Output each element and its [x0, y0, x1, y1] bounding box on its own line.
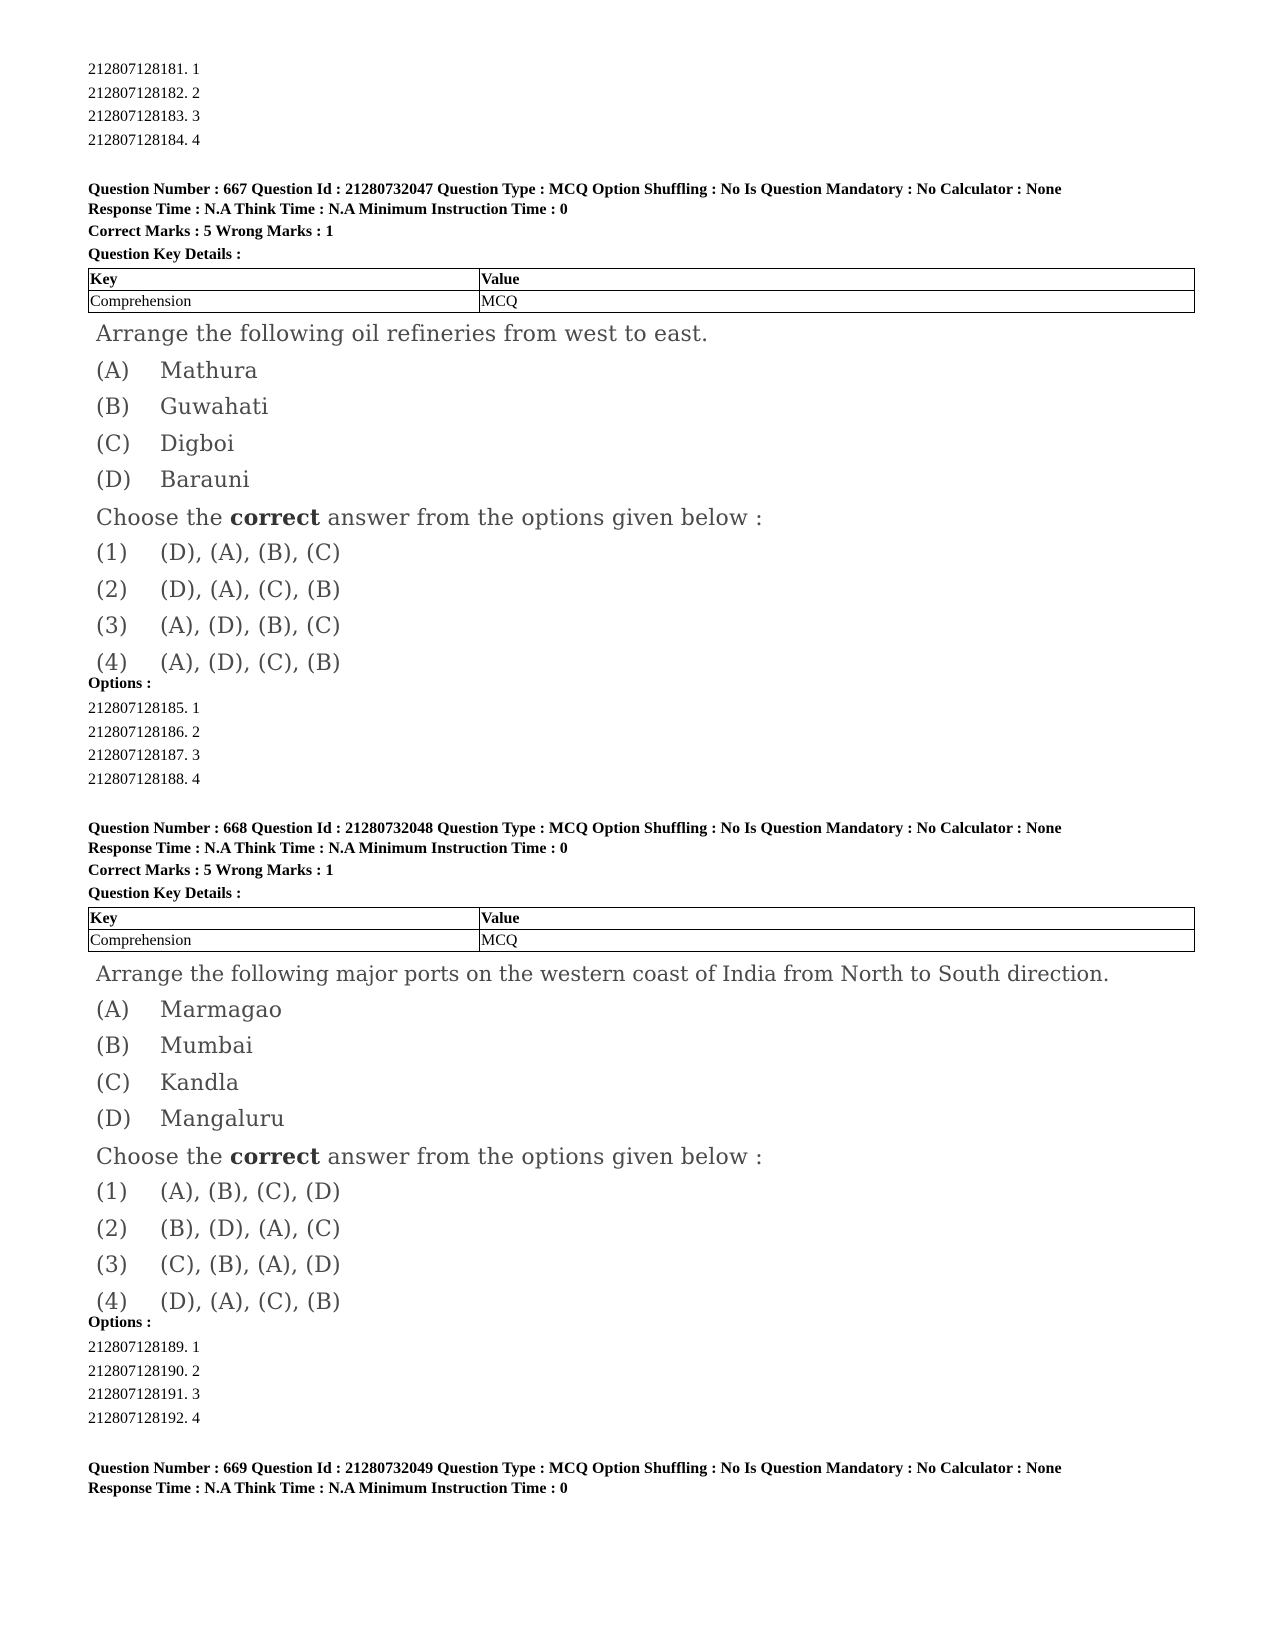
key-details-label: Question Key Details :	[88, 884, 242, 902]
response-time-line: Response Time : N.A Think Time : N.A Minimum Instruction Time : 0	[88, 1479, 568, 1497]
table-header-value: Value	[480, 908, 1195, 930]
answer-text: (D), (A), (B), (C)	[160, 541, 341, 566]
answer-text: (D), (A), (C), (B)	[160, 577, 341, 603]
option-line: 212807128183. 3	[88, 108, 200, 125]
answer-label: (4)	[96, 650, 128, 676]
option-line: 212807128190. 2	[88, 1362, 200, 1380]
item-text: Guwahati	[160, 395, 269, 420]
option-line: 212807128192. 4	[88, 1409, 200, 1427]
question-meta-line: Question Number : 668 Question Id : 21280732048 Question Type : MCQ Option Shuffling : No Is Question Mandatory : No Calculator : None	[88, 820, 1062, 837]
options-list	[88, 1336, 200, 1430]
table-cell-key: Comprehension	[89, 291, 480, 313]
answer-text: (A), (B), (C), (D)	[160, 1180, 341, 1205]
question-meta-line: Question Number : 667 Question Id : 21280732047 Question Type : MCQ Option Shuffling : No Is Question Mandatory : No Calculator : None	[88, 181, 1062, 198]
question-stem: Arrange the following major ports on the western coast of India from North to South direction.	[96, 962, 1110, 986]
table-cell-value: MCQ	[480, 291, 1195, 313]
list-item	[96, 1066, 1109, 1103]
answer-label: (2)	[96, 1216, 128, 1242]
item-label: (C)	[96, 1070, 131, 1096]
question-667-meta	[88, 180, 1198, 264]
question-key-table	[88, 907, 1195, 952]
table-cell-value: MCQ	[480, 930, 1195, 952]
choose-instruction: Choose the correct answer from the options given below :	[96, 504, 763, 531]
table-cell-key: Comprehension	[89, 930, 480, 952]
answer-text: (A), (D), (C), (B)	[160, 650, 341, 676]
item-label: (B)	[96, 395, 130, 420]
item-text: Digboi	[160, 431, 235, 457]
answer-choice	[96, 1248, 1109, 1285]
item-label: (C)	[96, 431, 131, 457]
marks-line: Correct Marks : 5 Wrong Marks : 1	[88, 223, 334, 240]
question-stem: Arrange the following oil refineries from west to east.	[96, 322, 709, 347]
item-text: Marmagao	[160, 997, 283, 1023]
answer-choice	[96, 1285, 1109, 1322]
options-label: Options :	[88, 1314, 152, 1331]
item-text: Barauni	[160, 468, 250, 493]
list-item	[96, 463, 763, 500]
table-header-value: Value	[480, 269, 1195, 291]
list-item	[96, 993, 1109, 1030]
item-text: Kandla	[160, 1070, 240, 1096]
option-line: 212807128181. 1	[88, 61, 200, 78]
question-669-meta	[88, 1459, 1198, 1498]
previous-options-list	[88, 58, 200, 152]
list-item	[96, 1029, 1109, 1066]
response-time-line: Response Time : N.A Think Time : N.A Minimum Instruction Time : 0	[88, 839, 568, 857]
options-label: Options :	[88, 675, 152, 692]
question-667-body	[96, 317, 763, 682]
answer-choice	[96, 536, 763, 573]
option-line: 212807128184. 4	[88, 131, 200, 149]
option-line: 212807128189. 1	[88, 1339, 200, 1356]
item-label: (B)	[96, 1034, 130, 1059]
answer-text: (A), (D), (B), (C)	[160, 614, 341, 639]
question-key-table	[88, 268, 1195, 313]
answer-text: (B), (D), (A), (C)	[160, 1216, 341, 1242]
item-text: Mathura	[160, 358, 258, 384]
question-668-meta	[88, 819, 1198, 903]
item-label: (A)	[96, 358, 130, 384]
answer-label: (4)	[96, 1289, 128, 1315]
item-text: Mumbai	[160, 1034, 253, 1059]
item-text: Mangaluru	[160, 1107, 285, 1132]
list-item	[96, 390, 763, 427]
option-line: 212807128186. 2	[88, 723, 200, 741]
list-item	[96, 427, 763, 464]
option-line: 212807128188. 4	[88, 770, 200, 788]
answer-label: (3)	[96, 1253, 128, 1278]
question-meta-line: Question Number : 669 Question Id : 21280732049 Question Type : MCQ Option Shuffling : No Is Question Mandatory : No Calculator : None	[88, 1460, 1062, 1477]
answer-label: (2)	[96, 577, 128, 603]
options-list	[88, 697, 200, 791]
option-line: 212807128187. 3	[88, 747, 200, 764]
answer-label: (1)	[96, 541, 128, 566]
item-label: (D)	[96, 468, 132, 493]
answer-label: (3)	[96, 614, 128, 639]
answer-text: (D), (A), (C), (B)	[160, 1289, 341, 1315]
option-line: 212807128185. 1	[88, 700, 200, 717]
option-line: 212807128182. 2	[88, 84, 200, 102]
item-label: (D)	[96, 1107, 132, 1132]
response-time-line: Response Time : N.A Think Time : N.A Minimum Instruction Time : 0	[88, 200, 568, 218]
table-header-key: Key	[89, 908, 480, 930]
answer-text: (C), (B), (A), (D)	[160, 1253, 341, 1278]
list-item	[96, 354, 763, 391]
key-details-label: Question Key Details :	[88, 245, 242, 263]
answer-choice	[96, 646, 763, 683]
marks-line: Correct Marks : 5 Wrong Marks : 1	[88, 862, 334, 879]
answer-label: (1)	[96, 1180, 128, 1205]
question-668-body	[96, 956, 1109, 1321]
table-header-key: Key	[89, 269, 480, 291]
answer-choice	[96, 1212, 1109, 1249]
item-label: (A)	[96, 997, 130, 1023]
answer-choice	[96, 609, 763, 646]
option-line: 212807128191. 3	[88, 1386, 200, 1403]
choose-instruction: Choose the correct answer from the options given below :	[96, 1143, 763, 1170]
list-item	[96, 1102, 1109, 1139]
answer-choice	[96, 1175, 1109, 1212]
answer-choice	[96, 573, 763, 610]
